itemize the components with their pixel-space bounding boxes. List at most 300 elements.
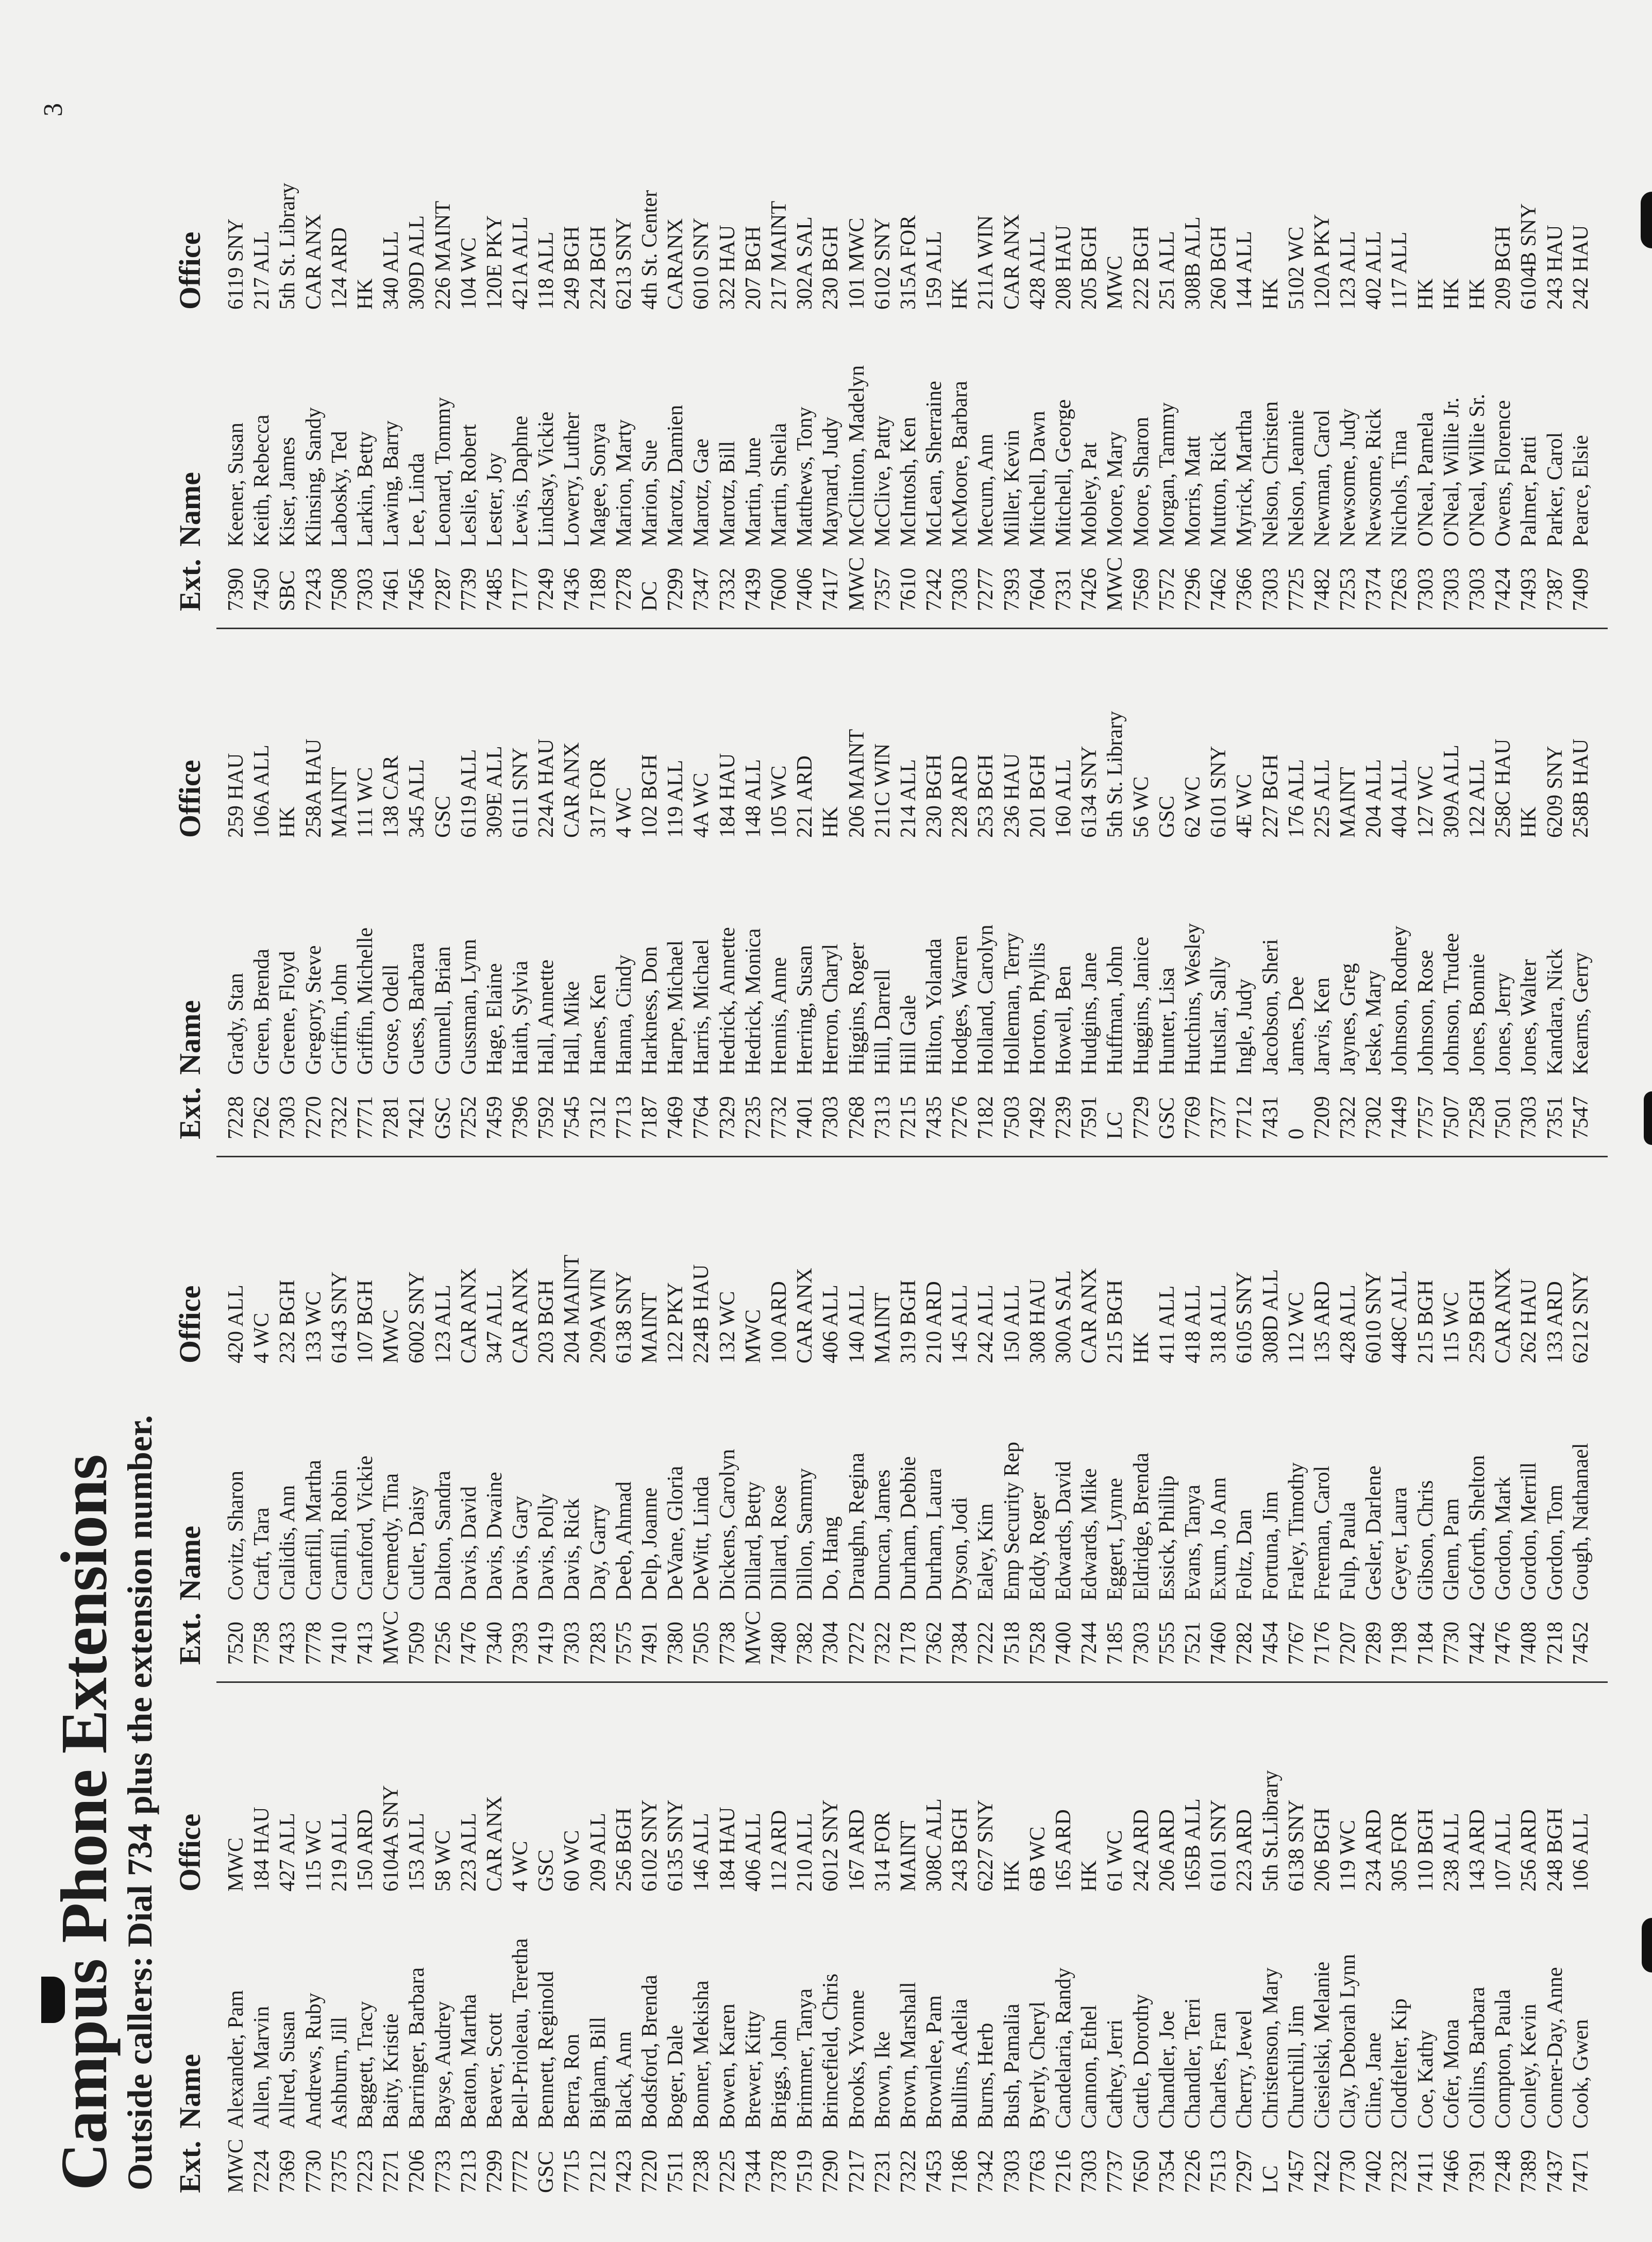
directory-entry — [275, 44, 300, 611]
directory-entry — [1542, 1626, 1568, 2193]
directory-entry — [947, 1098, 973, 1665]
name: Martin, Sheila — [767, 423, 791, 547]
extension: 7216 — [1052, 2150, 1075, 2193]
directory-entry — [378, 1098, 404, 1665]
extension: 7485 — [482, 568, 507, 611]
directory-entry — [1102, 572, 1128, 1139]
directory-entry — [508, 44, 533, 611]
extension: 7592 — [534, 1096, 559, 1139]
extension: 7410 — [327, 1622, 351, 1665]
office: 253 BGH — [974, 754, 998, 838]
name: Pearce, Elsie — [1569, 435, 1593, 547]
directory-entry — [844, 1098, 870, 1665]
directory-entry — [688, 44, 714, 611]
directory-entry — [1490, 1098, 1516, 1665]
column-header-row — [173, 572, 223, 1139]
name: Keith, Rebecca — [250, 414, 274, 547]
extension: 7312 — [586, 1096, 610, 1139]
office: 58 WC — [431, 1830, 455, 1892]
name: Gibson, Chris — [1413, 1480, 1438, 1600]
office: 62 WC — [1181, 776, 1205, 838]
directory-entry — [404, 572, 430, 1139]
directory-entry — [1025, 1626, 1051, 2193]
extension: 7757 — [1413, 1096, 1438, 1139]
office: 204 ALL — [1362, 759, 1386, 838]
directory-entry — [1516, 1098, 1542, 1665]
extension: 7436 — [560, 568, 584, 611]
name: Leslie, Robert — [457, 424, 481, 547]
extension: 7767 — [1284, 1622, 1308, 1665]
name: Cralidis, Ann — [276, 1485, 300, 1600]
name: Gordon, Tom — [1543, 1485, 1567, 1600]
name: Hunter, Lisa — [1155, 967, 1179, 1075]
office: 205 BGH — [1077, 226, 1102, 310]
extension: GSC — [534, 2151, 559, 2193]
directory-entry — [1284, 1626, 1309, 2193]
extension: 7423 — [612, 2150, 636, 2193]
extension: 7738 — [715, 1622, 739, 1665]
name: Gough, Nathanael — [1569, 1443, 1593, 1600]
extension: 7351 — [1543, 1096, 1567, 1139]
directory-entry — [1128, 572, 1154, 1139]
name: Matthews, Tony — [793, 407, 817, 547]
directory-entry — [1076, 572, 1102, 1139]
name: Christenson, Mary — [1258, 1967, 1283, 2129]
name: Harpe, Michael — [664, 940, 688, 1075]
directory-entry — [818, 1626, 844, 2193]
office: 308 HAU — [1025, 1278, 1050, 1363]
directory-entry — [1568, 1626, 1594, 2193]
extension: 7366 — [1233, 568, 1257, 611]
name: Hill Gale — [896, 994, 920, 1075]
name: Dillard, Rose — [767, 1485, 791, 1600]
office: HK — [1439, 278, 1463, 310]
name: Day, Garry — [586, 1504, 610, 1600]
extension: 7482 — [1310, 568, 1334, 611]
name: Beaver, Scott — [482, 2013, 507, 2129]
extension: 7454 — [1258, 1622, 1283, 1665]
office: CAR ANX — [509, 1268, 533, 1363]
office: 204 MAINT — [560, 1254, 584, 1363]
office: 258B HAU — [1569, 738, 1593, 838]
extension: 7303 — [1413, 568, 1438, 611]
extension: 7263 — [1388, 568, 1412, 611]
directory-entry — [663, 572, 688, 1139]
extension: 7322 — [327, 1096, 351, 1139]
name: Bowen, Karen — [715, 2003, 739, 2129]
office: 210 ARD — [922, 1281, 947, 1363]
extension: 7332 — [715, 568, 739, 611]
directory-entry — [1180, 44, 1206, 611]
directory-entry — [430, 1626, 456, 2193]
directory-entry — [637, 572, 663, 1139]
extension: 7491 — [638, 1622, 662, 1665]
name: Churchill, Jim — [1284, 2004, 1308, 2129]
directory-entry — [999, 1626, 1025, 2193]
extension: 7733 — [431, 2150, 455, 2193]
extension: 7509 — [405, 1622, 429, 1665]
office: 123 ALL — [431, 1285, 455, 1363]
directory-entry — [740, 44, 766, 611]
extension: 7476 — [457, 1622, 481, 1665]
extension: 7303 — [560, 1622, 584, 1665]
name: McIntosh, Ken — [896, 417, 920, 547]
extension: 7772 — [509, 2150, 533, 2193]
extension: 7226 — [1181, 2150, 1205, 2193]
directory-entry — [637, 44, 663, 611]
directory-entry — [896, 44, 921, 611]
extension: 7528 — [1025, 1622, 1050, 1665]
name: Byerly, Cheryl — [1025, 2001, 1050, 2129]
ext-header: Ext. — [173, 1087, 207, 1139]
office: 5th St.Library — [1258, 1770, 1283, 1892]
extension: 7521 — [1181, 1622, 1205, 1665]
extension: 7384 — [948, 1622, 972, 1665]
directory-entry — [249, 572, 275, 1139]
office: 206 ARD — [1155, 1809, 1179, 1892]
name: Herron, Charyl — [819, 943, 843, 1075]
directory-entry — [1464, 572, 1490, 1139]
name: Deeb, Ahmad — [612, 1481, 636, 1600]
extension: 7591 — [1077, 1096, 1102, 1139]
name: Exum, Jo Ann — [1207, 1477, 1231, 1600]
extension: 7258 — [1465, 1096, 1489, 1139]
directory-entry — [792, 1626, 818, 2193]
office: 259 BGH — [1465, 1279, 1489, 1363]
office: 5th St. Library — [276, 182, 300, 310]
office: 6101 SNY — [1207, 746, 1231, 838]
extension: 7409 — [1569, 568, 1593, 611]
office: 203 BGH — [534, 1279, 559, 1363]
extension: 7277 — [974, 568, 998, 611]
office: 256 BGH — [612, 1808, 636, 1892]
name: Barringer, Barbara — [405, 1967, 429, 2129]
office: MAINT — [327, 767, 351, 838]
extension: 7249 — [534, 568, 559, 611]
office: 242 ALL — [974, 1285, 998, 1363]
extension: 7431 — [1258, 1096, 1283, 1139]
office: 214 ALL — [896, 759, 920, 838]
name: Eldridge, Brenda — [1129, 1453, 1153, 1600]
name: Bush, Pamalia — [1000, 2003, 1024, 2129]
extension: 7401 — [793, 1096, 817, 1139]
office: 428 ALL — [1336, 1285, 1360, 1363]
office: CAR ANX — [793, 1268, 817, 1363]
directory-entry — [870, 44, 896, 611]
office: 6119 SNY — [224, 218, 248, 310]
extension: 7178 — [896, 1622, 920, 1665]
office: 6102 SNY — [870, 217, 895, 310]
name: Dillon, Sammy — [793, 1468, 817, 1600]
office: MAINT — [638, 1292, 662, 1363]
directory-entry — [715, 44, 740, 611]
extension: 7209 — [1310, 1096, 1334, 1139]
directory-entry — [301, 1626, 327, 2193]
extension: 7575 — [612, 1622, 636, 1665]
extension: 7406 — [793, 568, 817, 611]
office: 402 ALL — [1362, 231, 1386, 310]
extension: 7572 — [1155, 568, 1179, 611]
name: Gesler, Darlene — [1362, 1465, 1386, 1600]
office: 6134 SNY — [1077, 746, 1102, 838]
extension: 7272 — [845, 1622, 869, 1665]
name: Hanes, Ken — [586, 974, 610, 1075]
office: 112 WC — [1284, 1292, 1308, 1363]
extension: 7715 — [560, 2150, 584, 2193]
extension: 7252 — [457, 1096, 481, 1139]
extension: 7422 — [1310, 2150, 1334, 2193]
directory-entry — [482, 1626, 508, 2193]
directory-entry — [585, 572, 611, 1139]
office: 6012 SNY — [819, 1799, 843, 1892]
name: McClinton, Madelyn — [845, 365, 869, 547]
extension: 7303 — [276, 1096, 300, 1139]
directory-entry — [456, 572, 482, 1139]
office: 315A FOR — [896, 215, 920, 310]
directory-entry — [1361, 1098, 1387, 1665]
name: Black, Ann — [612, 2031, 636, 2129]
name: Cutler, Daisy — [405, 1486, 429, 1600]
extension: 7212 — [586, 2150, 610, 2193]
directory-entry — [1025, 44, 1051, 611]
office: HK — [819, 806, 843, 838]
extension: 7758 — [250, 1622, 274, 1665]
extension: 7303 — [353, 568, 377, 611]
extension: 7476 — [1491, 1622, 1515, 1665]
name: Cherry, Jewel — [1233, 2010, 1257, 2129]
directory-entry — [1025, 572, 1051, 1139]
extension: 7457 — [1284, 2150, 1308, 2193]
directory-entry — [921, 1098, 947, 1665]
extension: 7435 — [922, 1096, 947, 1139]
directory-entry — [1361, 572, 1387, 1139]
office: 107 ALL — [1491, 1813, 1515, 1892]
office-header: Office — [173, 1285, 207, 1363]
office: 227 BGH — [1258, 754, 1283, 838]
extension: 7270 — [301, 1096, 326, 1139]
directory-entry — [1154, 572, 1180, 1139]
directory-entry — [301, 572, 327, 1139]
directory-entry — [1154, 1098, 1180, 1665]
directory-entry — [327, 1626, 352, 2193]
directory-entry — [1154, 44, 1180, 611]
office: 256 ARD — [1517, 1809, 1541, 1892]
name: Horton, Phyllis — [1025, 942, 1050, 1075]
office: 215 BGH — [1413, 1279, 1438, 1363]
directory-entry — [1490, 1626, 1516, 2193]
extension: 7449 — [1388, 1096, 1412, 1139]
office: 184 HAU — [250, 1807, 274, 1892]
page-number: 3 — [39, 103, 68, 116]
extension: 7778 — [301, 1622, 326, 1665]
extension: 7302 — [1362, 1096, 1386, 1139]
extension: 7278 — [612, 568, 636, 611]
directory-entry — [637, 1626, 663, 2193]
extension: 7243 — [301, 568, 326, 611]
extension: 7282 — [1233, 1622, 1257, 1665]
name: Kiser, James — [276, 437, 300, 547]
name: Moore, Sharon — [1129, 417, 1153, 547]
directory-entry — [301, 44, 327, 611]
office: 165 ARD — [1052, 1809, 1075, 1892]
office: 119 WC — [1336, 1820, 1360, 1892]
office: 160 ALL — [1052, 759, 1075, 838]
office: 120A PKY — [1310, 214, 1334, 310]
name: Davis, Dwaine — [482, 1472, 507, 1600]
extension: 7437 — [1543, 2150, 1567, 2193]
column-header-row — [173, 1626, 223, 2193]
office: 6209 SNY — [1543, 746, 1567, 838]
directory-entry — [1051, 1626, 1076, 2193]
office: 258C HAU — [1491, 738, 1515, 838]
extension: 7218 — [1543, 1622, 1567, 1665]
office: 6213 SNY — [612, 217, 636, 310]
extension: 7610 — [896, 568, 920, 611]
extension: 7231 — [870, 2150, 895, 2193]
office: 217 ALL — [250, 231, 274, 310]
directory-entry — [715, 1098, 740, 1665]
office: 226 MAINT — [431, 200, 455, 310]
extension: 7518 — [1000, 1622, 1024, 1665]
extension: 7508 — [327, 568, 351, 611]
extension: 7730 — [301, 2150, 326, 2193]
directory-entry — [1387, 572, 1412, 1139]
directory-entry — [275, 1626, 300, 2193]
name: Jacobson, Sheri — [1258, 939, 1283, 1075]
directory-entry — [999, 44, 1025, 611]
name: Delp, Joanne — [638, 1487, 662, 1600]
directory-entry — [663, 44, 688, 611]
office: 259 HAU — [224, 753, 248, 838]
directory-entry — [352, 1098, 378, 1665]
office: HK — [1517, 806, 1541, 838]
extension: 7223 — [353, 2150, 377, 2193]
name: Marotz, Gae — [689, 439, 714, 547]
office: 249 BGH — [560, 226, 584, 310]
directory-entry — [456, 1626, 482, 2193]
name: Alexander, Pam — [224, 1990, 248, 2129]
office: 322 HAU — [715, 225, 739, 310]
extension: 7713 — [612, 1096, 636, 1139]
office: 184 HAU — [715, 1807, 739, 1892]
name: Foltz, Dan — [1233, 1509, 1257, 1600]
name-header: Name — [173, 472, 207, 547]
office: 209 ALL — [586, 1813, 610, 1892]
name: Conley, Kevin — [1517, 2003, 1541, 2129]
directory-entry — [792, 44, 818, 611]
office: 300A SAL — [1052, 1270, 1075, 1363]
extension: SBC — [276, 570, 300, 611]
extension: 7304 — [819, 1622, 843, 1665]
name: Bullins, Adelia — [948, 1999, 972, 2129]
name: Davis, David — [457, 1486, 481, 1600]
directory-entry — [766, 1626, 792, 2193]
directory-entry — [870, 572, 896, 1139]
office: HK — [948, 278, 972, 310]
name: Edwards, Mike — [1077, 1468, 1102, 1600]
name: Dalton, Sandra — [431, 1471, 455, 1600]
name: Covitz, Sharon — [224, 1471, 248, 1600]
directory-entry — [921, 1626, 947, 2193]
office: 258A HAU — [301, 738, 326, 838]
extension: 7262 — [250, 1096, 274, 1139]
name: Allred, Susan — [276, 2011, 300, 2129]
directory-entry — [1309, 44, 1335, 611]
office: 120E PKY — [482, 215, 507, 310]
office: 421A ALL — [509, 216, 533, 310]
name: Lindsay, Vickie — [534, 411, 559, 547]
office: 4E WC — [1233, 773, 1257, 838]
extension: 7413 — [353, 1622, 377, 1665]
name: Cranford, Vickie — [353, 1455, 377, 1600]
name: Goforth, Shelton — [1465, 1455, 1489, 1600]
extension: MWC — [379, 1611, 403, 1665]
office: 345 ALL — [405, 759, 429, 838]
extension: DC — [638, 581, 662, 611]
name: Do, Hang — [819, 1516, 843, 1600]
extension: 7737 — [1103, 2150, 1127, 2193]
name: Parker, Carol — [1543, 432, 1567, 547]
office: 100 ARD — [767, 1281, 791, 1363]
extension: 7396 — [509, 1096, 533, 1139]
directory-entry — [456, 44, 482, 611]
office: 5th St. Library — [1103, 711, 1127, 838]
extension: 7769 — [1181, 1096, 1205, 1139]
extension: 7347 — [689, 568, 714, 611]
office: GSC — [1155, 796, 1179, 838]
office: 448C ALL — [1388, 1270, 1412, 1363]
directory-column-2 — [173, 1098, 1594, 1665]
office: 406 ALL — [741, 1813, 765, 1892]
directory-entry — [688, 1098, 714, 1665]
directory-entry — [352, 44, 378, 611]
office: 242 ARD — [1129, 1809, 1153, 1892]
name: Emp Security Rep — [1000, 1442, 1024, 1600]
name-header: Name — [173, 1526, 207, 1600]
name: Mobley, Pat — [1077, 442, 1102, 547]
name: Gussman, Lynn — [457, 939, 481, 1075]
name: Essick, Phillip — [1155, 1475, 1179, 1600]
name: Evans, Tanya — [1181, 1485, 1205, 1600]
office: 302A SAL — [793, 216, 817, 310]
extension: 7400 — [1052, 1622, 1075, 1665]
directory-entry — [1258, 44, 1284, 611]
name: Haith, Sylvia — [509, 960, 533, 1075]
extension: 7248 — [1491, 2150, 1515, 2193]
directory-entry — [1309, 1626, 1335, 2193]
extension: 7513 — [1207, 2150, 1231, 2193]
directory-entry — [456, 1098, 482, 1665]
directory-entry — [301, 1098, 327, 1665]
extension: 7421 — [405, 1096, 429, 1139]
office: 153 ALL — [405, 1813, 429, 1892]
office: 107 BGH — [353, 1279, 377, 1363]
name: Duncan, James — [870, 1469, 895, 1600]
directory-entry — [973, 44, 999, 611]
extension: 7276 — [948, 1096, 972, 1139]
name: Johnson, Rose — [1413, 950, 1438, 1075]
office: 105 WC — [767, 765, 791, 838]
extension: 7297 — [1233, 2150, 1257, 2193]
directory-entry — [766, 572, 792, 1139]
name: Johnson, Trudee — [1439, 933, 1463, 1075]
office: 61 WC — [1103, 1830, 1127, 1892]
extension: 7462 — [1207, 568, 1231, 611]
name: Klinsing, Sandy — [301, 407, 326, 547]
name: McLean, Sherraine — [922, 381, 947, 547]
ext-header: Ext. — [173, 2140, 207, 2193]
directory-column-4 — [173, 44, 1594, 611]
